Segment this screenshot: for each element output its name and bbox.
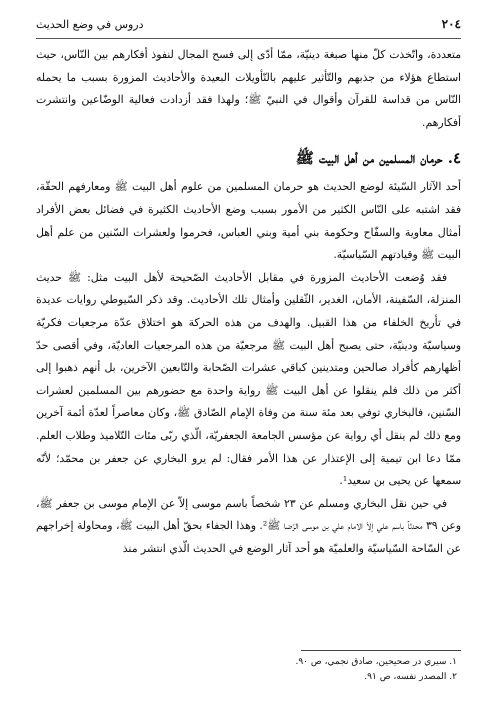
footnote-divider — [301, 650, 461, 651]
header-divider — [36, 38, 461, 39]
footnote-2: ٢. المصدر نفسه، ص ٩١. — [364, 672, 457, 682]
footnote-1: ١. سيري در صحيحين، صادق نجمي، ص ٩٠. — [295, 657, 457, 667]
paragraph-intro: متعددة، واتّخذت كلّ منها صبغة دينيّة، ممّا أدّى إلى فسح المجال لنفوذ أفكارهم بين النّاس، حيث استطاع هؤلاء من جذبهم والتّأثير عليهم بالتّأويلات البعيدة والأحاديث المزورة بسبب ما يحمله النّاس من قداسة للقرآن وأقوال في النبيّ ﷺ؛ ولهذا فقد أزدادت فعالية الوضّاعين وانتشرت أفكارهم. — [36, 48, 461, 129]
paragraph-section-2: فقد وُضعت الأحاديث المزورة في مقابل الأحاديث الصّحيحة لأهل البيت مثل: ﷺ حديث المنزلة، السّفينة، الأمان، الغدير، الثّقلين وأمثال تلك الأحاديث. وقد ذكر السّيوطي روايات عديدة في تأريخ الخلفاء من هذا القبيل. والهدف من هذه الحركة هو اختلاق عدّة مرجعيات فكريّة وسياسيّة ودينيّة، حتى يصبح أهل البيت ﷺ مرجعيّة من هذه المرجعيات العاديّة، وفي أقصى حدّ أظهارهم كأفراد صالحين ومتدينين كباقي عشرات الصّحابة والتّابعين الآخرين، بل أنهم ذهبوا إلى أكثر من ذلك فلم ينقلوا عن أهل البيت ﷺ رواية واحدة مع حضورهم بين المسلمين لعشرات السّنين، فالبخاري توفي بعد مئة سنة من وفاة الإمام الصّادق ﷺ، وكان معاصراً لعدّة أئمة آخرين ومع ذلك لم ينقل أي رواية عن مؤسس الجامعة الجعفريّة، الّذي ربّى مئات التّلاميذ وطلاب العلم. ممّا دعا ابن تيمية إلى الإعتذار عن هذا الأمر فقال: لم يرو البخاري عن جعفر بن محمّد؛ لأنّه سمعها عن يحيى بن سعيد¹. — [36, 270, 461, 488]
running-header — [36, 14, 461, 34]
footnotes — [36, 655, 457, 685]
page-number: ٢٠٤ — [441, 17, 461, 31]
running-title: دروس في وضع الحديث — [36, 17, 144, 31]
section-heading: ٤. حرمان المسلمين من أهل البيت ﷺ — [295, 149, 461, 168]
paragraph-section-3: في حين نقل البخاري ومسلم عن ٢٣ شخصاً باسم موسى إلاّ عن الإمام موسى بن جعفر ﷺ، وعن ٣٩ محدثاً باسم علي إلاّ الامام علي بن موسى الرّضا ﷺ². وهذا الجفاء بحقّ أهل البيت ﷺ، ومحاولة إخراجهم عن السّاحة السّياسيّة والعلميّة هو أحد آثار الوضع في الحديث الّذي انتشر منذ — [36, 496, 461, 555]
paragraph-section-1: أحد الآثار السّيئة لوضع الحديث هو حرمان المسلمين من علوم أهل البيت ﷺ ومعارفهم الحقّة، فقد اشتبه على النّاس الكثير من الأمور بسبب وضع الأحاديث الكثيرة في فضائل بعض الأفراد أمثال معاوية والسفّاح وحكومة بني أمية وبني العباس، فحرموا ولعشرات السّنين من علم أهل البيت ﷺ وقيادتهم السّياسيّة. — [36, 180, 461, 262]
body-text — [36, 44, 461, 560]
